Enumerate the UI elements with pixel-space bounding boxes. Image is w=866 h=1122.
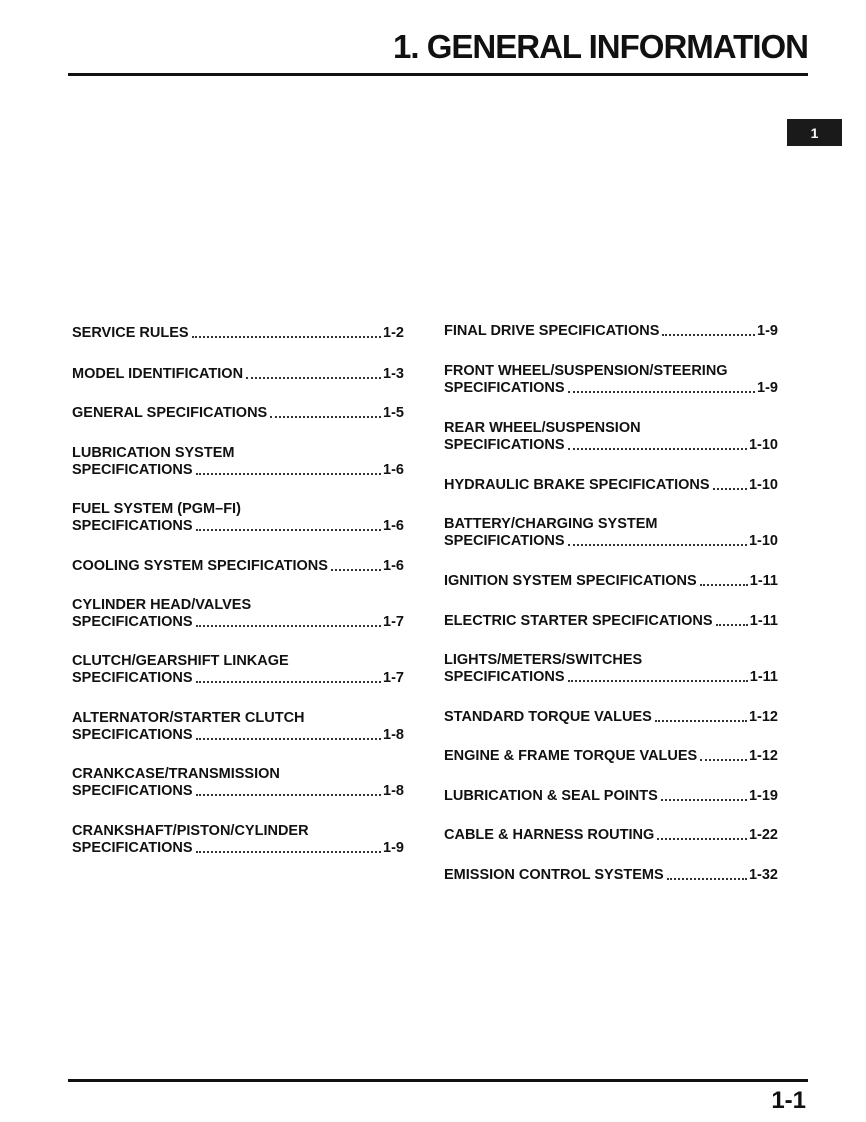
toc-entry-title: SPECIFICATIONS <box>72 670 193 686</box>
toc-entry-title-line1: CRANKCASE/TRANSMISSION <box>72 766 280 782</box>
toc-entry[interactable] <box>72 405 404 422</box>
toc-entry-title-line1: LIGHTS/METERS/SWITCHES <box>444 652 643 668</box>
toc-entry-title-line1: CYLINDER HEAD/VALVES <box>72 597 252 613</box>
toc-entry-title-line1: REAR WHEEL/SUSPENSION <box>444 420 641 436</box>
toc-entry-page: 1-9 <box>757 380 778 396</box>
dot-leader <box>192 336 381 338</box>
toc-entry-title-line1: CRANKSHAFT/PISTON/CYLINDER <box>72 823 309 839</box>
toc-entry-page: 1-10 <box>748 437 778 453</box>
toc-entry[interactable] <box>444 709 778 726</box>
toc-entry-title: ENGINE & FRAME TORQUE VALUES <box>444 748 698 764</box>
toc-entry-page: 1-7 <box>383 614 404 630</box>
toc-entry-title: STANDARD TORQUE VALUES <box>444 709 652 725</box>
page-title: 1. GENERAL INFORMATION <box>393 28 808 65</box>
toc-entry-page: 1-22 <box>748 827 778 843</box>
dot-leader <box>196 738 381 740</box>
toc-entry-title: CABLE & HARNESS ROUTING <box>444 827 655 843</box>
dot-leader <box>655 720 747 722</box>
header-rule <box>68 73 808 76</box>
dot-leader <box>568 680 748 682</box>
dot-leader <box>667 878 747 880</box>
toc-entry-title-line1: FUEL SYSTEM (PGM–FI) <box>72 501 241 517</box>
toc-entry-page: 1-7 <box>383 670 404 686</box>
toc-entry[interactable] <box>72 501 404 535</box>
dot-leader <box>196 681 381 683</box>
toc-entry-title: SPECIFICATIONS <box>444 380 565 396</box>
dot-leader <box>657 838 747 840</box>
toc-entry[interactable] <box>444 613 778 630</box>
dot-leader <box>661 799 747 801</box>
toc-entry-title: COOLING SYSTEM SPECIFICATIONS <box>72 558 328 574</box>
dot-leader <box>568 448 747 450</box>
toc-entry-page: 1-32 <box>748 867 778 883</box>
toc-entry[interactable] <box>444 652 778 686</box>
toc-entry-page: 1-11 <box>749 573 778 589</box>
toc-entry-page: 1-12 <box>748 748 778 764</box>
toc-entry-page: 1-10 <box>748 533 778 549</box>
toc-entry[interactable] <box>72 325 404 342</box>
toc-entry-page: 1-5 <box>383 405 404 421</box>
toc-entry-title-line1: ALTERNATOR/STARTER CLUTCH <box>72 710 305 726</box>
dot-leader <box>713 488 747 490</box>
toc-entry-title: SPECIFICATIONS <box>444 437 565 453</box>
toc-entry-page: 1-10 <box>748 477 778 493</box>
toc-entry-page: 1-6 <box>383 558 404 574</box>
toc-entry-page: 1-9 <box>757 323 778 339</box>
footer-rule <box>68 1079 808 1082</box>
dot-leader <box>568 391 755 393</box>
section-tab: 1 <box>787 119 842 146</box>
toc-entry-page: 1-6 <box>383 462 404 478</box>
toc-entry-title: SPECIFICATIONS <box>444 669 565 685</box>
dot-leader <box>246 377 381 379</box>
toc-entry-title: SPECIFICATIONS <box>72 783 193 799</box>
toc-entry[interactable] <box>72 366 404 383</box>
toc-entry-page: 1-19 <box>748 788 778 804</box>
toc-entry[interactable] <box>444 573 778 590</box>
toc-entry-page: 1-2 <box>383 325 404 341</box>
dot-leader <box>331 569 381 571</box>
toc-entry-page: 1-3 <box>383 366 404 382</box>
toc-entry[interactable] <box>444 867 778 884</box>
dot-leader <box>700 759 747 761</box>
dot-leader <box>700 584 748 586</box>
toc-entry-title: SPECIFICATIONS <box>72 727 193 743</box>
toc-entry[interactable] <box>444 323 778 340</box>
toc-entry-title-line1: FRONT WHEEL/SUSPENSION/STEERING <box>444 363 728 379</box>
toc-entry-title: EMISSION CONTROL SYSTEMS <box>444 867 664 883</box>
toc-entry-title: ELECTRIC STARTER SPECIFICATIONS <box>444 613 713 629</box>
toc-entry[interactable] <box>72 558 404 575</box>
toc-entry-page: 1-8 <box>383 783 404 799</box>
dot-leader <box>568 544 747 546</box>
toc-entry-page: 1-11 <box>749 669 778 685</box>
toc-entry[interactable] <box>72 823 404 857</box>
page-number: 1-1 <box>771 1087 806 1114</box>
toc-entry-title: HYDRAULIC BRAKE SPECIFICATIONS <box>444 477 710 493</box>
toc-entry-title: SPECIFICATIONS <box>444 533 565 549</box>
toc-entry[interactable] <box>444 363 778 397</box>
dot-leader <box>716 624 748 626</box>
toc-entry[interactable] <box>444 420 778 454</box>
toc-entry[interactable] <box>72 710 404 744</box>
toc-entry[interactable] <box>444 827 778 844</box>
dot-leader <box>662 334 755 336</box>
toc-entry[interactable] <box>444 477 778 494</box>
toc-entry[interactable] <box>72 653 404 687</box>
toc-entry[interactable] <box>72 445 404 479</box>
dot-leader <box>270 416 381 418</box>
toc-entry-title-line1: BATTERY/CHARGING SYSTEM <box>444 516 658 532</box>
toc-entry-page: 1-12 <box>748 709 778 725</box>
toc-entry-page: 1-11 <box>749 613 778 629</box>
toc-entry-title-line1: CLUTCH/GEARSHIFT LINKAGE <box>72 653 289 669</box>
toc-entry-title: IGNITION SYSTEM SPECIFICATIONS <box>444 573 697 589</box>
toc-entry-title-line1: LUBRICATION SYSTEM <box>72 445 235 461</box>
toc-entry-title: GENERAL SPECIFICATIONS <box>72 405 268 421</box>
toc-entry-title: SPECIFICATIONS <box>72 462 193 478</box>
toc-entry-title: SERVICE RULES <box>72 325 189 341</box>
dot-leader <box>196 794 381 796</box>
toc-entry-page: 1-8 <box>383 727 404 743</box>
toc-entry[interactable] <box>72 766 404 800</box>
toc-entry-title: FINAL DRIVE SPECIFICATIONS <box>444 323 660 339</box>
toc-entry-page: 1-9 <box>383 840 404 856</box>
dot-leader <box>196 625 381 627</box>
toc-entry-title: SPECIFICATIONS <box>72 518 193 534</box>
dot-leader <box>196 529 381 531</box>
toc-entry-title: LUBRICATION & SEAL POINTS <box>444 788 658 804</box>
toc-entry[interactable] <box>444 748 778 765</box>
toc-entry[interactable] <box>444 516 778 550</box>
toc-entry[interactable] <box>72 597 404 631</box>
toc-entry[interactable] <box>444 788 778 805</box>
toc-entry-title: SPECIFICATIONS <box>72 840 193 856</box>
dot-leader <box>196 473 381 475</box>
toc-entry-title: SPECIFICATIONS <box>72 614 193 630</box>
toc-entry-page: 1-6 <box>383 518 404 534</box>
dot-leader <box>196 851 381 853</box>
toc-entry-title: MODEL IDENTIFICATION <box>72 366 244 382</box>
